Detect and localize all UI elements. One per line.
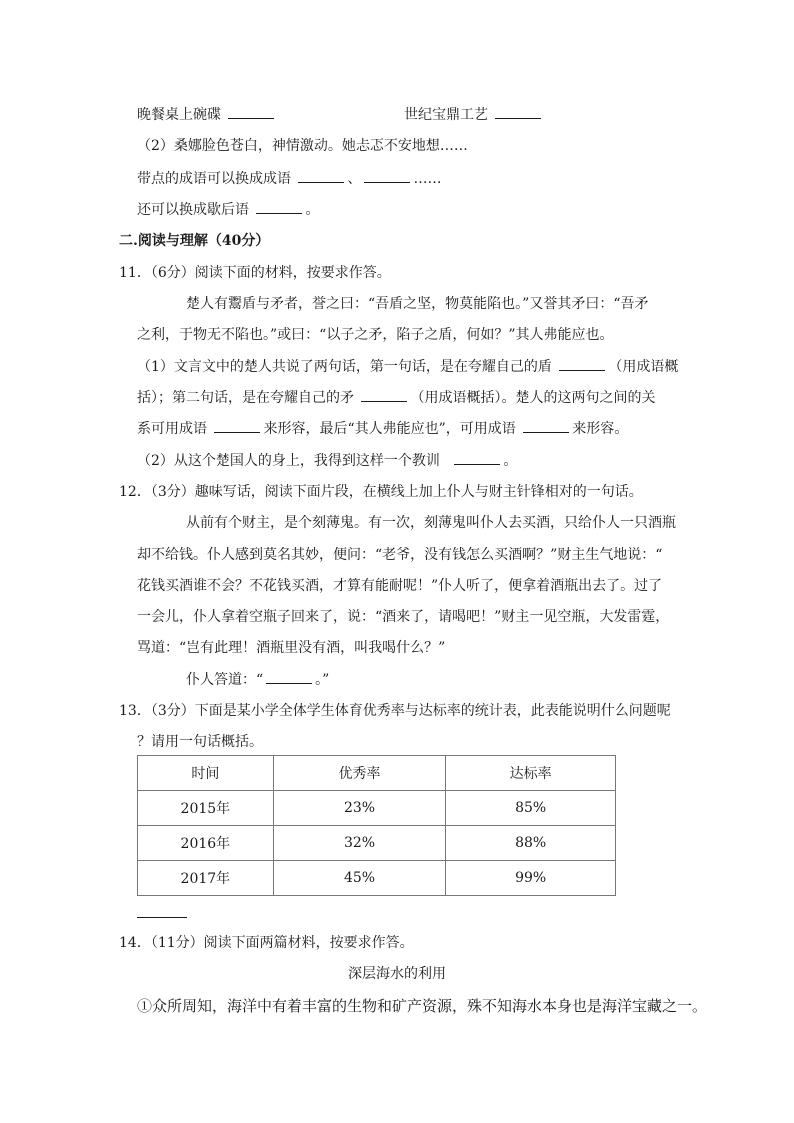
table-row [138,826,616,861]
answer-blank[interactable] [523,418,569,433]
sub-question-text: 来形容，最后“其人弗能应也”，可用成语 [263,421,516,437]
answer-blank[interactable] [364,168,410,183]
q11-sub1-line2 [137,387,655,409]
sub-question-text: （1）文言文中的楚人共说了两句话，第一句话，是在夸耀自己的盾 [137,359,552,375]
section-title: 二.阅读与理解（40分） [119,233,270,249]
q11-sub1-line3 [137,418,628,440]
phrase-century-ding: 世纪宝鼎工艺 [404,107,488,123]
sub-question-text: （用成语概 [608,359,679,375]
header-excellent-rate: 优秀率 [273,756,446,791]
article-paragraph-1: ①众所周知，海洋中有着丰富的生物和矿产资源，殊不知海水本身也是海洋宝藏之一。 [137,997,708,1015]
question-2-text: （2）桑娜脸色苍白，神情激动。她忐忑不安地想…… [137,138,468,154]
answer-blank[interactable] [256,199,302,214]
header-time: 时间 [138,756,274,791]
question-12-stem: 12．（3分）趣味写话，阅读下面片段，在横线上加上仆人与财主针锋相对的一句话。 [119,484,643,500]
sub-question-text: 括）；第二句话，是在夸耀自己的矛 [137,390,354,406]
xiehouyu-label: 还可以换成歇后语 [137,202,249,218]
phrase-dinner-dishes: 晚餐桌上碗碟 [137,107,221,123]
answer-blank[interactable] [214,418,260,433]
answer-blank[interactable] [266,669,312,684]
stats-table [137,755,616,896]
period: 。 [305,202,320,218]
q12-answer-line [186,669,329,691]
fill-line-1-right [404,104,544,126]
q11-sub1-line1 [137,356,678,378]
answer-blank[interactable] [559,356,605,371]
question-13-stem: 13．（3分）下面是某小学全体学生体育优秀率与达标率的统计表，此表能说明什么问题呢 [119,703,671,719]
passage-line: 楚人有鬻盾与矛者，誉之曰：“吾盾之坚，物莫能陷也。”又誉其矛曰：“吾矛 [186,296,649,312]
sub-question-text: （用成语概括）。楚人的这两句之间的关 [410,390,656,406]
cell-year: 2015年 [138,791,274,826]
question-13-stem-cont: ？请用一句话概括。 [137,734,263,750]
answer-blank[interactable] [298,168,344,183]
story-line: 骂道：“岂有此理！酒瓶里没有酒，叫我喝什么？” [137,640,446,656]
question-11-stem: 11．（6分）阅读下面的材料，按要求作答。 [119,265,391,281]
article-title: 深层海水的利用 [348,966,446,982]
cell-pass: 99% [446,861,616,896]
cell-year: 2017年 [138,861,274,896]
question-14-stem: 14．（11分）阅读下面两篇材料，按要求作答。 [119,935,414,951]
cell-pass: 85% [446,791,616,826]
idiom-replace-line [137,168,441,190]
story-line: 从前有个财主，是个刻薄鬼。有一次，刻薄鬼叫仆人去买酒，只给仆人一只酒瓶 [186,515,676,531]
fill-line-1 [137,104,277,126]
separator: 、 [347,171,362,187]
answer-blank[interactable] [228,104,274,119]
answer-closing: 。” [315,672,330,688]
table-header-row [138,756,616,791]
sub-question-text: 来形容。 [572,421,629,437]
q11-sub2-line [137,450,517,472]
ellipsis: …… [413,171,442,187]
story-line: 却不给钱。仆人感到莫名其妙，便问：“老爷，没有钱怎么买酒啊？”财主生气地说：“ [137,547,663,563]
answer-prompt: 仆人答道：“ [186,672,264,688]
idiom-replace-label: 带点的成语可以换成成语 [137,171,291,187]
cell-year: 2016年 [138,826,274,861]
sub-question-text: （2）从这个楚国人的身上，我得到这样一个教训 [137,453,440,469]
answer-blank[interactable] [495,104,541,119]
cell-pass: 88% [446,826,616,861]
header-pass-rate: 达标率 [446,756,616,791]
xiehouyu-line [137,199,319,221]
q13-answer-blank[interactable] [137,917,187,918]
cell-excellent: 23% [273,791,446,826]
answer-blank[interactable] [361,387,407,402]
cell-excellent: 32% [273,826,446,861]
answer-blank[interactable] [454,450,500,465]
story-line: 花钱买酒谁不会？不花钱买酒，才算有能耐呢！”仆人听了，便拿着酒瓶出去了。过了 [137,578,663,594]
period: 。 [503,453,518,469]
passage-line: 之利，于物无不陷也。”或曰：“以子之矛，陷子之盾，何如？”其人弗能应也。 [137,327,614,343]
table-row [138,861,616,896]
cell-excellent: 45% [273,861,446,896]
story-line: 一会儿，仆人拿着空瓶子回来了，说：“酒来了，请喝吧！”财主一见空瓶，大发雷霆， [137,609,670,625]
sub-question-text: 系可用成语 [137,421,207,437]
table-row [138,791,616,826]
